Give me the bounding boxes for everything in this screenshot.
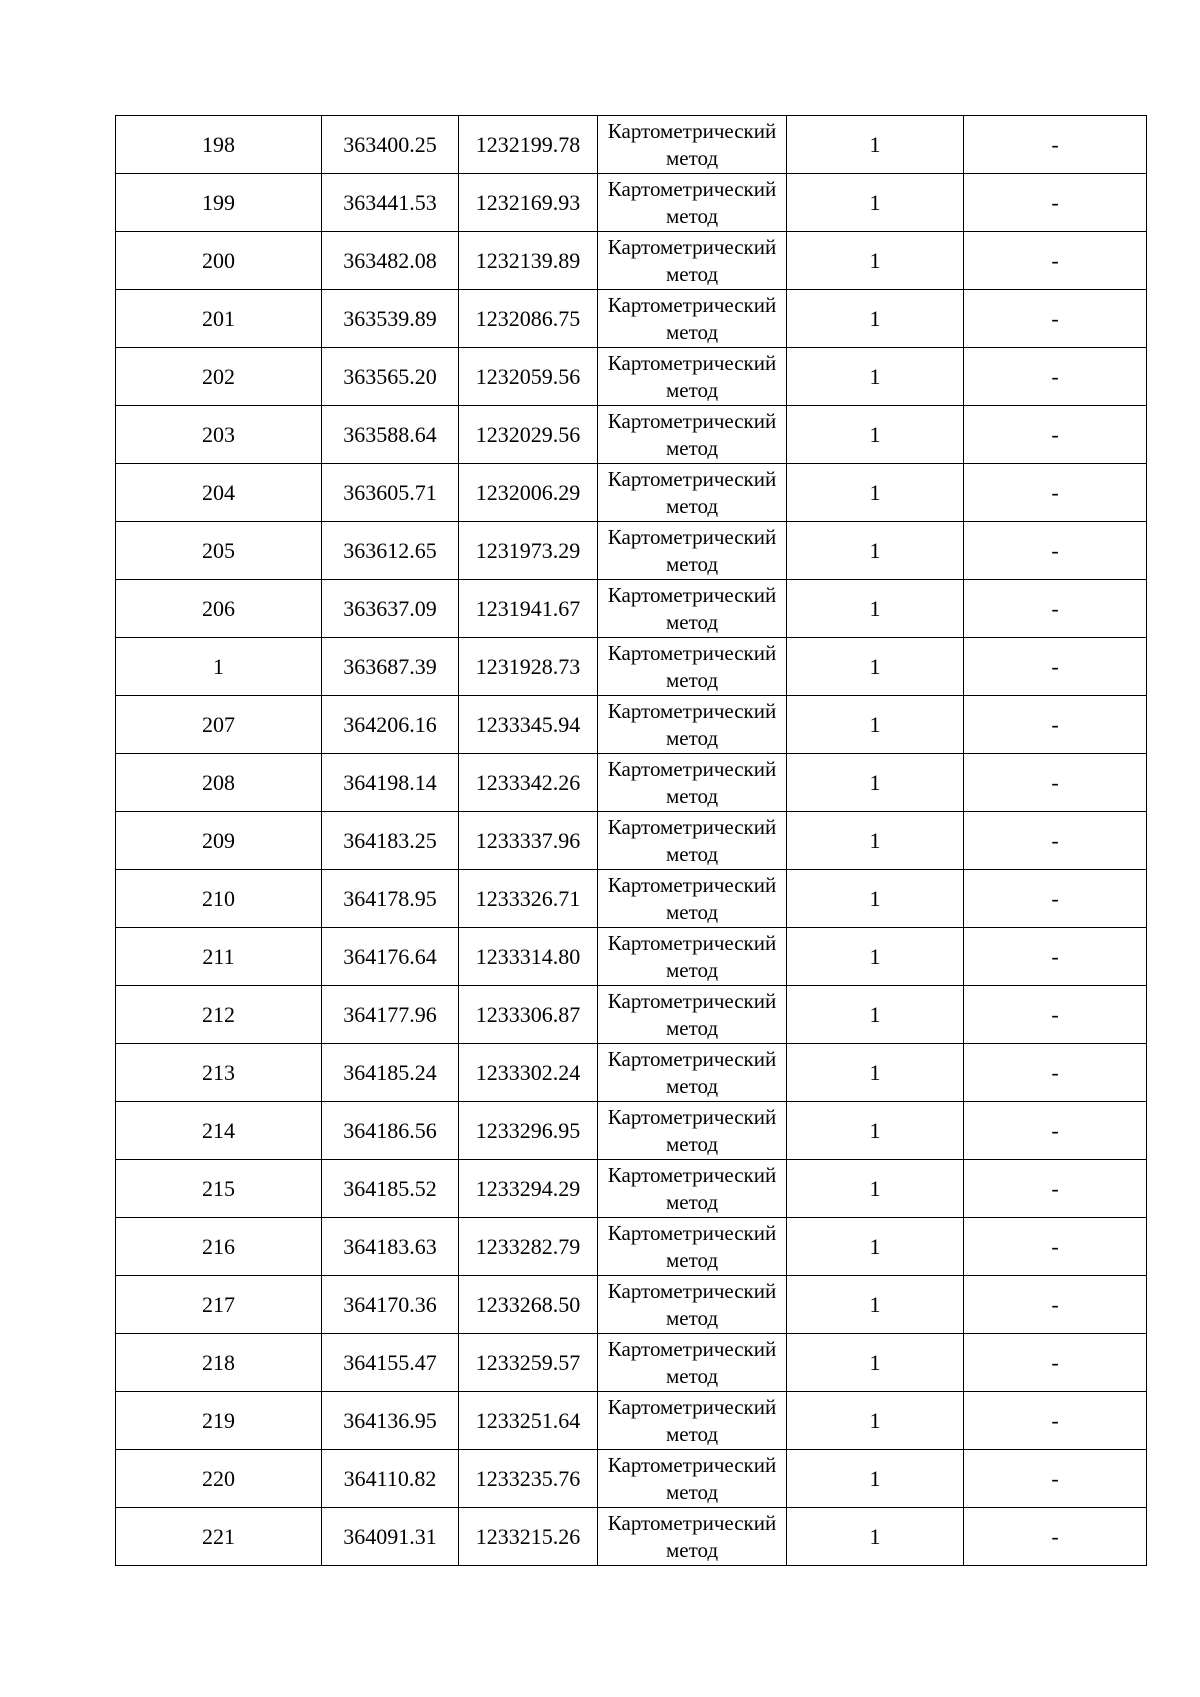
accuracy-cell: 1 (787, 1450, 964, 1508)
table-row (116, 232, 1147, 290)
x-coordinate-cell: 364155.47 (322, 1334, 459, 1392)
point-number-cell: 218 (116, 1334, 322, 1392)
table-row (116, 754, 1147, 812)
y-coordinate-cell: 1232199.78 (459, 116, 598, 174)
table-row (116, 1392, 1147, 1450)
x-coordinate-cell: 364186.56 (322, 1102, 459, 1160)
method-text: Картометрический метод (607, 351, 777, 402)
accuracy-cell: 1 (787, 580, 964, 638)
coordinates-table (115, 115, 1147, 1566)
accuracy-cell: 1 (787, 870, 964, 928)
point-number-cell: 200 (116, 232, 322, 290)
method-text: Картометрический метод (607, 525, 777, 576)
accuracy-cell: 1 (787, 1160, 964, 1218)
note-cell: - (964, 348, 1147, 406)
point-number-cell: 211 (116, 928, 322, 986)
y-coordinate-cell: 1232006.29 (459, 464, 598, 522)
note-cell: - (964, 580, 1147, 638)
table-row (116, 290, 1147, 348)
y-coordinate-cell: 1232086.75 (459, 290, 598, 348)
y-coordinate-cell: 1232029.56 (459, 406, 598, 464)
method-cell (598, 1044, 787, 1102)
method-text: Картометрический метод (607, 641, 777, 692)
x-coordinate-cell: 364091.31 (322, 1508, 459, 1566)
point-number-cell: 212 (116, 986, 322, 1044)
method-cell (598, 1276, 787, 1334)
accuracy-cell: 1 (787, 174, 964, 232)
y-coordinate-cell: 1231973.29 (459, 522, 598, 580)
x-coordinate-cell: 364185.24 (322, 1044, 459, 1102)
method-text: Картометрический метод (607, 1279, 777, 1330)
y-coordinate-cell: 1233342.26 (459, 754, 598, 812)
note-cell: - (964, 406, 1147, 464)
point-number-cell: 220 (116, 1450, 322, 1508)
point-number-cell: 205 (116, 522, 322, 580)
point-number-cell: 1 (116, 638, 322, 696)
y-coordinate-cell: 1233259.57 (459, 1334, 598, 1392)
y-coordinate-cell: 1233314.80 (459, 928, 598, 986)
method-cell (598, 986, 787, 1044)
x-coordinate-cell: 364183.63 (322, 1218, 459, 1276)
x-coordinate-cell: 363441.53 (322, 174, 459, 232)
note-cell: - (964, 638, 1147, 696)
y-coordinate-cell: 1233282.79 (459, 1218, 598, 1276)
note-cell: - (964, 232, 1147, 290)
point-number-cell: 210 (116, 870, 322, 928)
table-row (116, 1160, 1147, 1218)
method-cell (598, 1160, 787, 1218)
note-cell: - (964, 1450, 1147, 1508)
table-row (116, 348, 1147, 406)
x-coordinate-cell: 364178.95 (322, 870, 459, 928)
note-cell: - (964, 812, 1147, 870)
method-cell (598, 116, 787, 174)
accuracy-cell: 1 (787, 812, 964, 870)
accuracy-cell: 1 (787, 1218, 964, 1276)
note-cell: - (964, 1102, 1147, 1160)
table-row (116, 116, 1147, 174)
method-text: Картометрический метод (607, 409, 777, 460)
method-text: Картометрический метод (607, 815, 777, 866)
x-coordinate-cell: 364170.36 (322, 1276, 459, 1334)
method-text: Картометрический метод (607, 1395, 777, 1446)
x-coordinate-cell: 364183.25 (322, 812, 459, 870)
point-number-cell: 201 (116, 290, 322, 348)
accuracy-cell: 1 (787, 406, 964, 464)
method-text: Картометрический метод (607, 989, 777, 1040)
table-row (116, 1044, 1147, 1102)
accuracy-cell: 1 (787, 1276, 964, 1334)
table-row (116, 464, 1147, 522)
table-row (116, 696, 1147, 754)
point-number-cell: 199 (116, 174, 322, 232)
y-coordinate-cell: 1233302.24 (459, 1044, 598, 1102)
table-row (116, 638, 1147, 696)
method-text: Картометрический метод (607, 1511, 777, 1562)
method-text: Картометрический метод (607, 177, 777, 228)
y-coordinate-cell: 1231928.73 (459, 638, 598, 696)
x-coordinate-cell: 364185.52 (322, 1160, 459, 1218)
note-cell: - (964, 116, 1147, 174)
x-coordinate-cell: 363588.64 (322, 406, 459, 464)
method-text: Картометрический метод (607, 293, 777, 344)
method-text: Картометрический метод (607, 1221, 777, 1272)
method-text: Картометрический метод (607, 931, 777, 982)
table-row (116, 928, 1147, 986)
note-cell: - (964, 1218, 1147, 1276)
method-text: Картометрический метод (607, 1337, 777, 1388)
method-text: Картометрический метод (607, 1105, 777, 1156)
table-row (116, 986, 1147, 1044)
table-row (116, 174, 1147, 232)
x-coordinate-cell: 363605.71 (322, 464, 459, 522)
method-cell (598, 812, 787, 870)
note-cell: - (964, 1392, 1147, 1450)
x-coordinate-cell: 363687.39 (322, 638, 459, 696)
method-cell (598, 406, 787, 464)
accuracy-cell: 1 (787, 522, 964, 580)
note-cell: - (964, 986, 1147, 1044)
note-cell: - (964, 1044, 1147, 1102)
method-cell (598, 580, 787, 638)
method-cell (598, 638, 787, 696)
x-coordinate-cell: 364198.14 (322, 754, 459, 812)
point-number-cell: 203 (116, 406, 322, 464)
method-cell (598, 754, 787, 812)
accuracy-cell: 1 (787, 232, 964, 290)
table-row (116, 1450, 1147, 1508)
point-number-cell: 207 (116, 696, 322, 754)
table-row (116, 870, 1147, 928)
method-cell (598, 1450, 787, 1508)
x-coordinate-cell: 364177.96 (322, 986, 459, 1044)
table-row (116, 1508, 1147, 1566)
x-coordinate-cell: 364206.16 (322, 696, 459, 754)
x-coordinate-cell: 363612.65 (322, 522, 459, 580)
y-coordinate-cell: 1233235.76 (459, 1450, 598, 1508)
note-cell: - (964, 174, 1147, 232)
method-text: Картометрический метод (607, 699, 777, 750)
point-number-cell: 214 (116, 1102, 322, 1160)
x-coordinate-cell: 363482.08 (322, 232, 459, 290)
y-coordinate-cell: 1233268.50 (459, 1276, 598, 1334)
note-cell: - (964, 464, 1147, 522)
accuracy-cell: 1 (787, 1334, 964, 1392)
accuracy-cell: 1 (787, 348, 964, 406)
table-row (116, 812, 1147, 870)
method-text: Картометрический метод (607, 467, 777, 518)
method-text: Картометрический метод (607, 235, 777, 286)
point-number-cell: 217 (116, 1276, 322, 1334)
y-coordinate-cell: 1233345.94 (459, 696, 598, 754)
note-cell: - (964, 754, 1147, 812)
y-coordinate-cell: 1232139.89 (459, 232, 598, 290)
y-coordinate-cell: 1233294.29 (459, 1160, 598, 1218)
accuracy-cell: 1 (787, 290, 964, 348)
table-row (116, 1102, 1147, 1160)
method-text: Картометрический метод (607, 119, 777, 170)
table-row (116, 1276, 1147, 1334)
method-text: Картометрический метод (607, 1047, 777, 1098)
method-cell (598, 928, 787, 986)
note-cell: - (964, 1276, 1147, 1334)
point-number-cell: 215 (116, 1160, 322, 1218)
x-coordinate-cell: 364110.82 (322, 1450, 459, 1508)
method-text: Картометрический метод (607, 757, 777, 808)
accuracy-cell: 1 (787, 116, 964, 174)
accuracy-cell: 1 (787, 464, 964, 522)
y-coordinate-cell: 1233215.26 (459, 1508, 598, 1566)
method-cell (598, 870, 787, 928)
method-cell (598, 1218, 787, 1276)
table-row (116, 580, 1147, 638)
point-number-cell: 221 (116, 1508, 322, 1566)
method-text: Картометрический метод (607, 1453, 777, 1504)
y-coordinate-cell: 1233306.87 (459, 986, 598, 1044)
note-cell: - (964, 1334, 1147, 1392)
y-coordinate-cell: 1231941.67 (459, 580, 598, 638)
accuracy-cell: 1 (787, 1392, 964, 1450)
note-cell: - (964, 928, 1147, 986)
x-coordinate-cell: 364176.64 (322, 928, 459, 986)
x-coordinate-cell: 363637.09 (322, 580, 459, 638)
method-cell (598, 522, 787, 580)
table-row (116, 406, 1147, 464)
point-number-cell: 204 (116, 464, 322, 522)
note-cell: - (964, 870, 1147, 928)
y-coordinate-cell: 1233337.96 (459, 812, 598, 870)
point-number-cell: 208 (116, 754, 322, 812)
method-cell (598, 1508, 787, 1566)
y-coordinate-cell: 1233326.71 (459, 870, 598, 928)
point-number-cell: 213 (116, 1044, 322, 1102)
x-coordinate-cell: 364136.95 (322, 1392, 459, 1450)
method-cell (598, 1102, 787, 1160)
note-cell: - (964, 1508, 1147, 1566)
note-cell: - (964, 290, 1147, 348)
y-coordinate-cell: 1233251.64 (459, 1392, 598, 1450)
y-coordinate-cell: 1233296.95 (459, 1102, 598, 1160)
method-cell (598, 1392, 787, 1450)
x-coordinate-cell: 363539.89 (322, 290, 459, 348)
method-text: Картометрический метод (607, 583, 777, 634)
accuracy-cell: 1 (787, 696, 964, 754)
point-number-cell: 206 (116, 580, 322, 638)
point-number-cell: 198 (116, 116, 322, 174)
method-cell (598, 696, 787, 754)
coordinates-table-body (116, 116, 1147, 1566)
method-cell (598, 464, 787, 522)
method-cell (598, 174, 787, 232)
y-coordinate-cell: 1232169.93 (459, 174, 598, 232)
method-cell (598, 232, 787, 290)
method-text: Картометрический метод (607, 1163, 777, 1214)
accuracy-cell: 1 (787, 1044, 964, 1102)
table-row (116, 1334, 1147, 1392)
table-row (116, 522, 1147, 580)
note-cell: - (964, 696, 1147, 754)
accuracy-cell: 1 (787, 1102, 964, 1160)
accuracy-cell: 1 (787, 928, 964, 986)
accuracy-cell: 1 (787, 1508, 964, 1566)
note-cell: - (964, 522, 1147, 580)
method-cell (598, 290, 787, 348)
point-number-cell: 216 (116, 1218, 322, 1276)
table-row (116, 1218, 1147, 1276)
point-number-cell: 202 (116, 348, 322, 406)
point-number-cell: 209 (116, 812, 322, 870)
accuracy-cell: 1 (787, 638, 964, 696)
point-number-cell: 219 (116, 1392, 322, 1450)
accuracy-cell: 1 (787, 754, 964, 812)
y-coordinate-cell: 1232059.56 (459, 348, 598, 406)
note-cell: - (964, 1160, 1147, 1218)
accuracy-cell: 1 (787, 986, 964, 1044)
method-cell (598, 348, 787, 406)
method-text: Картометрический метод (607, 873, 777, 924)
method-cell (598, 1334, 787, 1392)
x-coordinate-cell: 363400.25 (322, 116, 459, 174)
x-coordinate-cell: 363565.20 (322, 348, 459, 406)
